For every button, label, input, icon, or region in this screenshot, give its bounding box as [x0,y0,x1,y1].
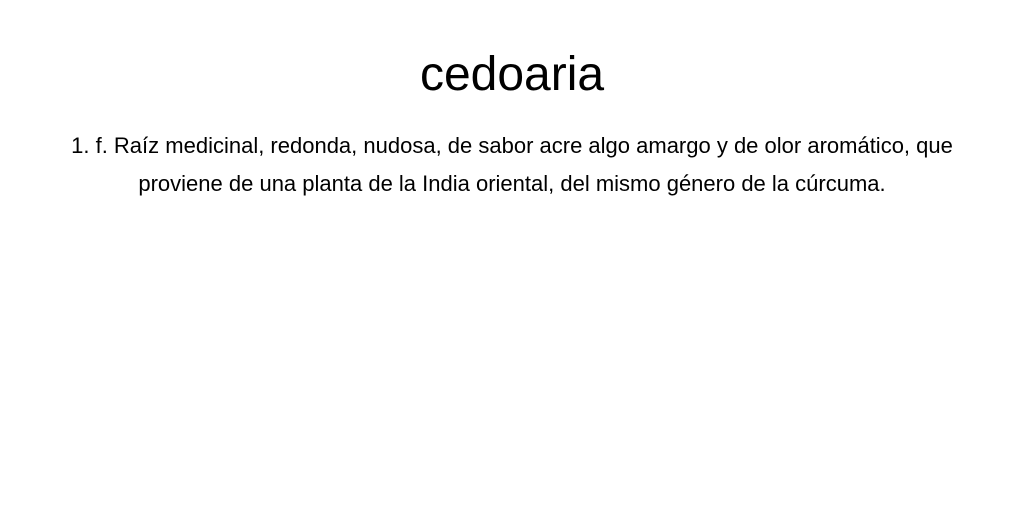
entry-definition: 1. f. Raíz medicinal, redonda, nudosa, de sabor acre algo amargo y de olor aromático, que proviene de una planta de la India oriental, del mismo género de la cúrcuma. [71,133,953,196]
entry-headword: cedoaria [419,48,605,101]
